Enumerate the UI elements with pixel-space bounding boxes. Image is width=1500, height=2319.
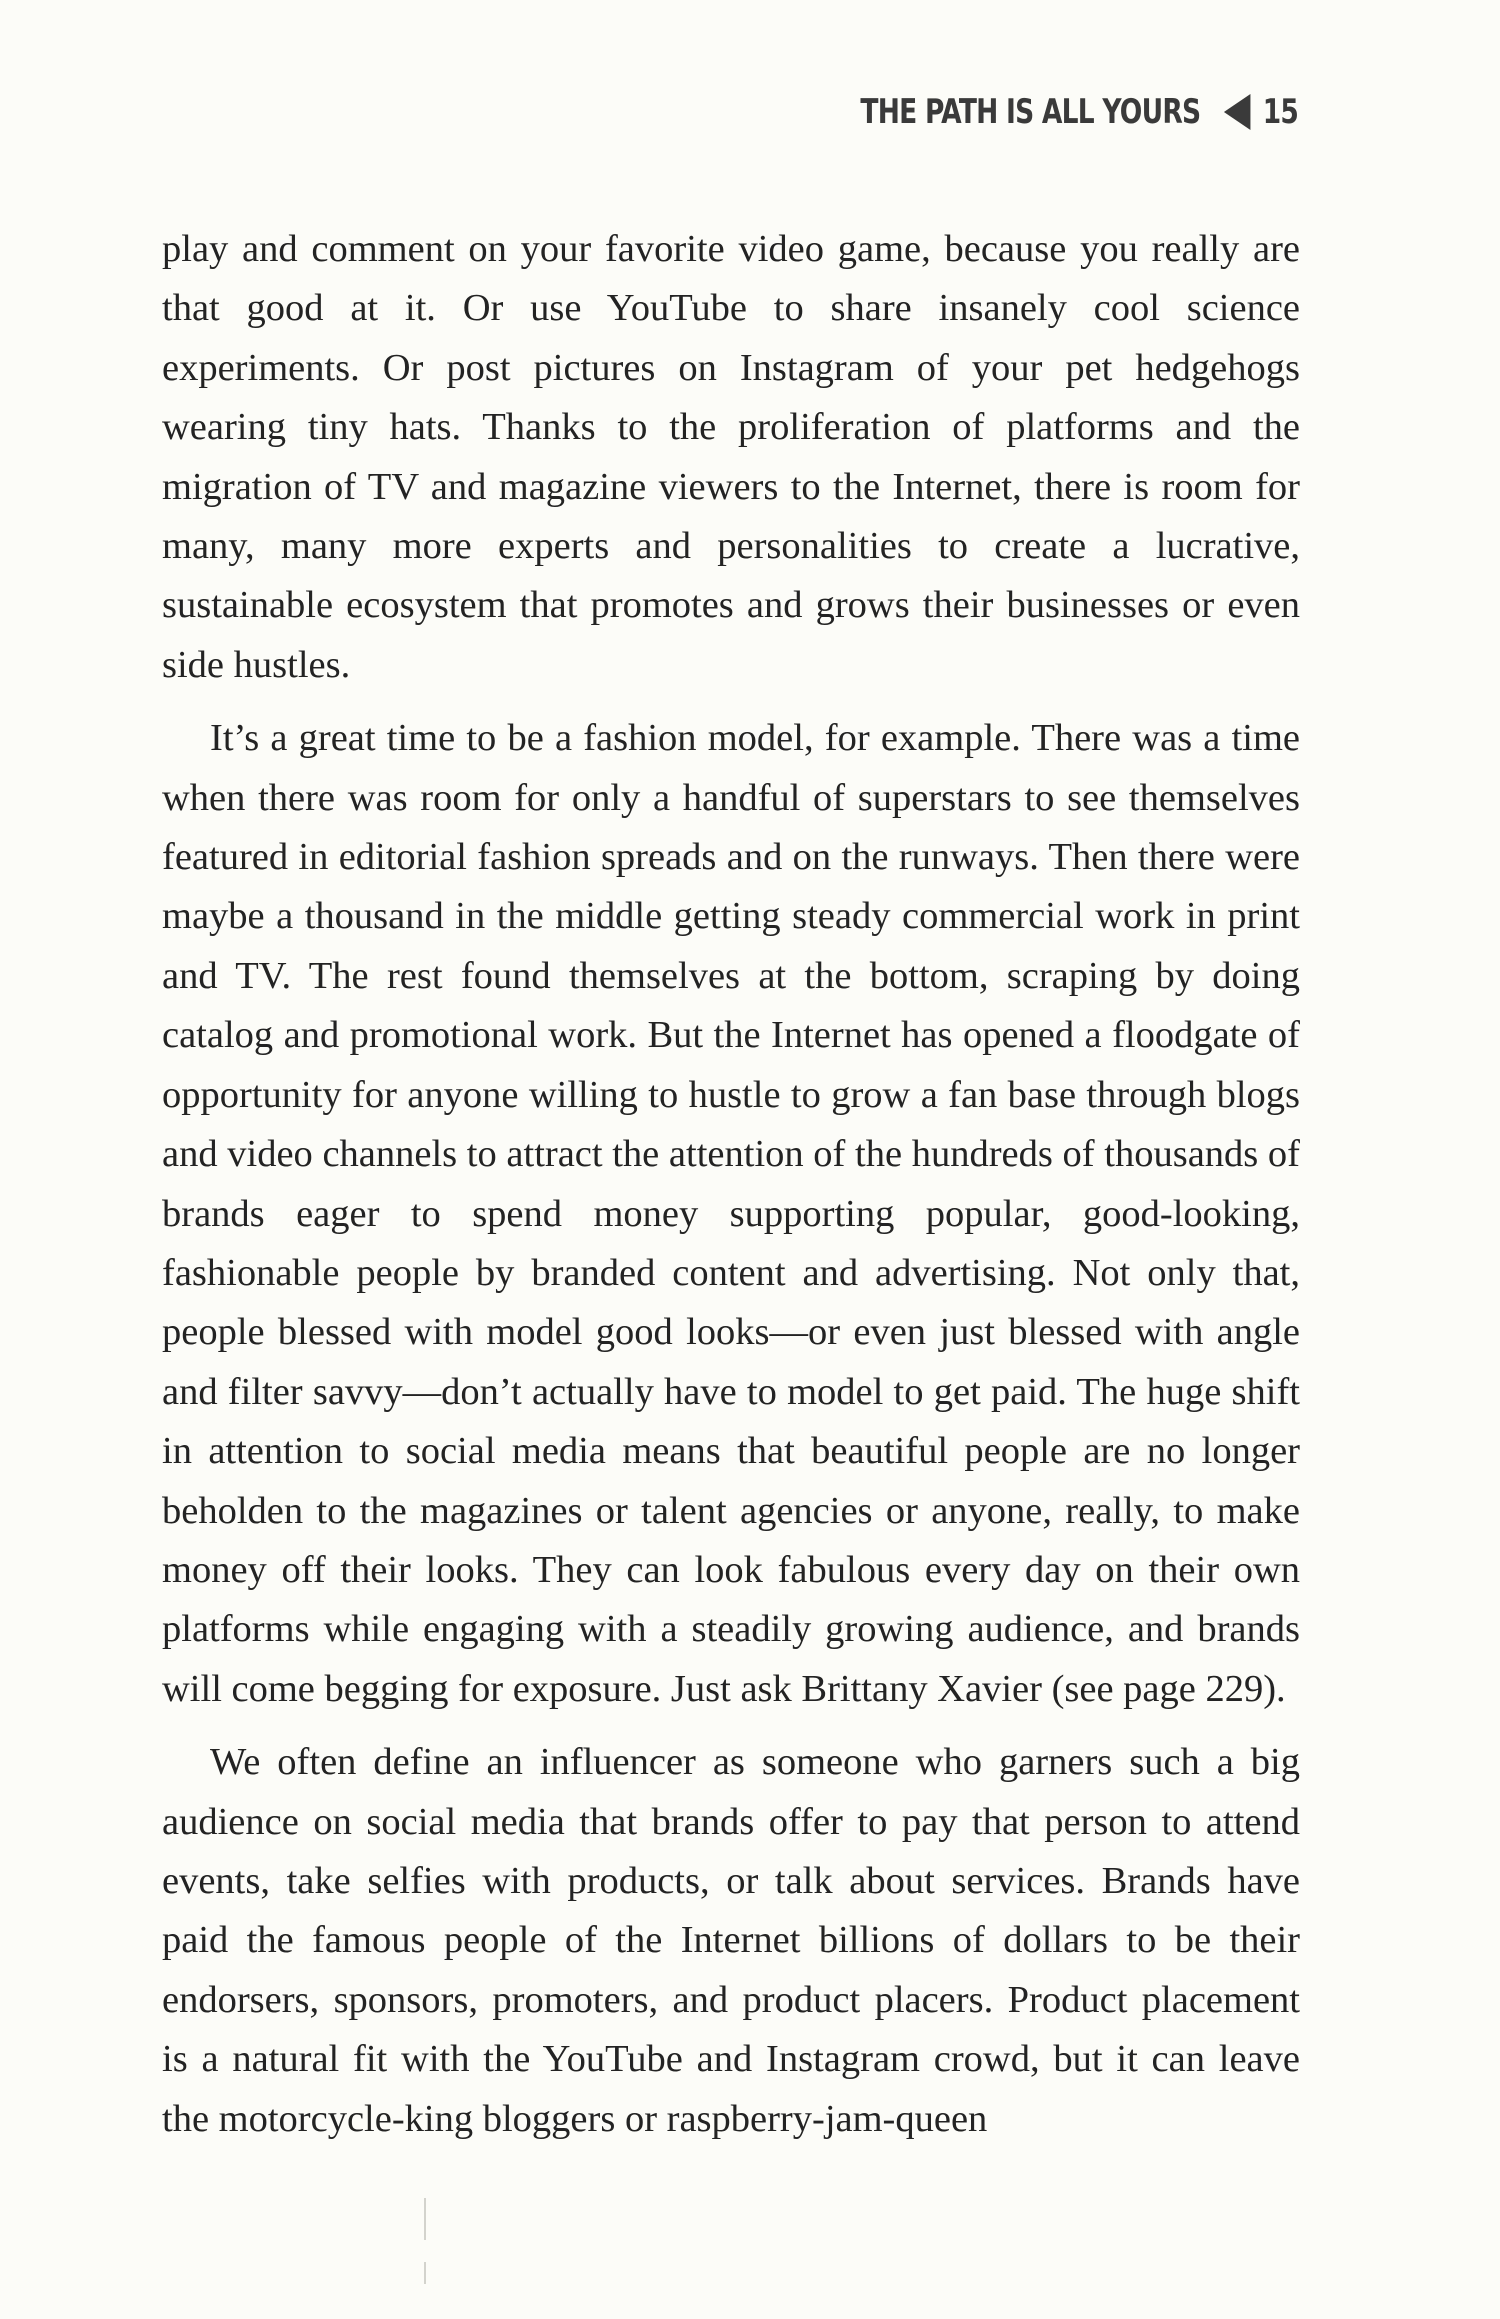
paragraph-2: It’s a great time to be a fashion model, for example. There was a time when there was room for only a handful of superstars to see themselves featured in editorial fashion spreads and on the runways. Then there were maybe a thousand in the middle getting steady commercial work in print and TV. The rest found themselves at the bottom, scraping by doing catalog and promotional work. But the Internet has opened a floodgate of opportunity for anyone willing to hustle to grow a fan base through blogs and video channels to attract the attention of the hundreds of thousands of brands eager to spend money supporting popular, good-looking, fashionable people by branded content and advertising. Not only that, people blessed with model good looks—or even just blessed with angle and filter savvy—don’t actually have to model to get paid. The huge shift in attention to social media means that beautiful people are no longer beholden to the magazines or talent agencies or anyone, really, to make money off their looks. They can look fabulous every day on their own platforms while engaging with a steadily growing audience, and brands will come begging for exposure. Just ask Brittany Xavier (see page 229).: [162, 717, 1300, 1710]
left-triangle-icon: [1224, 94, 1251, 130]
page-number: 15: [1262, 92, 1298, 132]
scan-artifact-line: [424, 2262, 426, 2284]
running-header: [860, 92, 1298, 132]
paragraph-3: We often define an influencer as someone who garners such a big audience on social media that brands offer to pay that person to attend events, take selfies with products, or talk about services. Brands have paid the famous people of the Internet billions of dollars to be their endorsers, sponsors, promoters, and product placers. Product placement is a natural fit with the YouTube and Instagram crowd, but it can leave the motorcycle-king bloggers or raspberry-jam-queen: [162, 1741, 1300, 2140]
body-text: [162, 220, 1300, 2163]
paragraph-1: play and comment on your favorite video game, because you really are that good at it. Or use YouTube to share insanely cool science experiments. Or post pictures on Instagram of your pet hedgehogs wearing tiny hats. Thanks to the proliferation of platforms and the migration of TV and magazine viewers to the Internet, there is room for many, many more experts and personalities to create a lucrative, sustainable ecosystem that promotes and grows their businesses or even side hustles.: [162, 228, 1300, 686]
scan-artifact-line: [424, 2198, 426, 2240]
running-title: THE PATH IS ALL YOURS: [860, 92, 1201, 132]
